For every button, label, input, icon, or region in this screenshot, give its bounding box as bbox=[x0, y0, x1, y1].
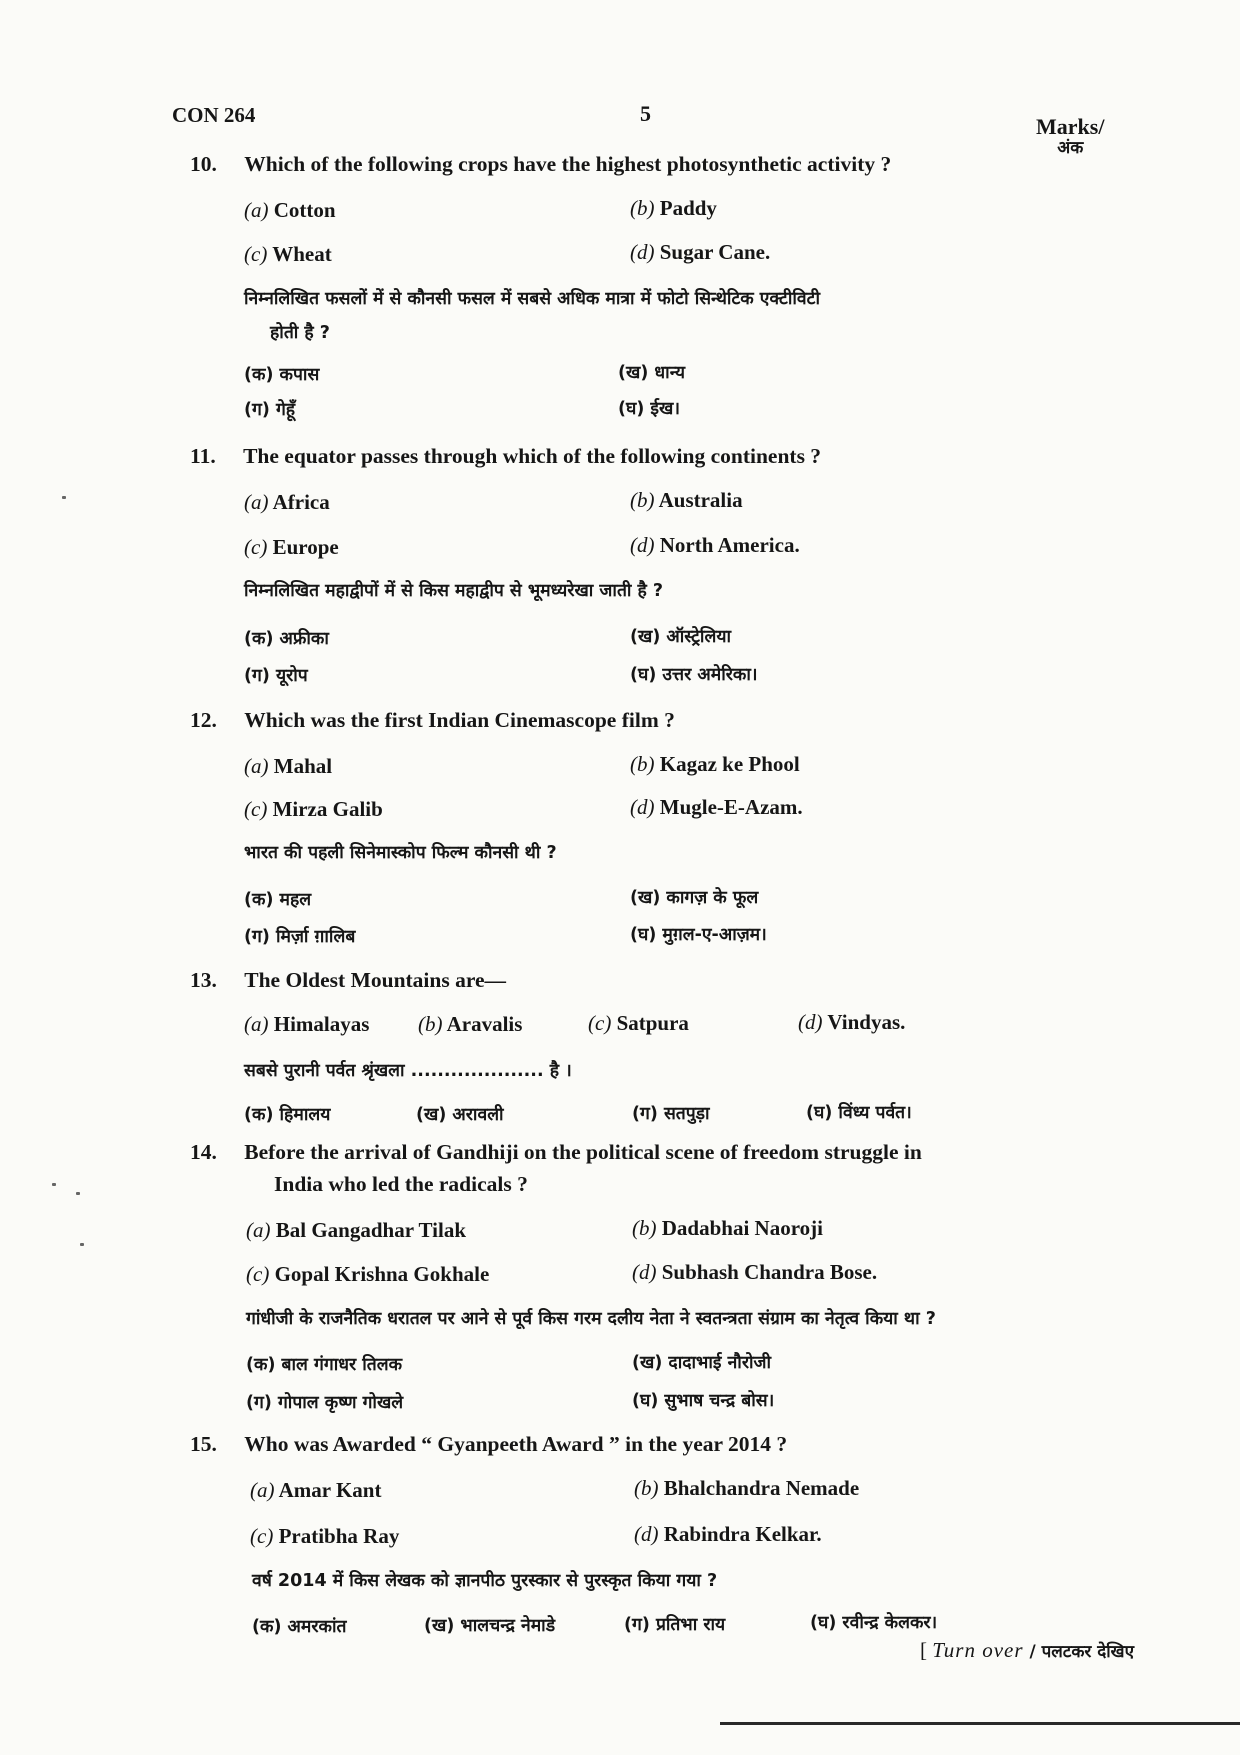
hindi-option-ga: (ग) गेहूँ bbox=[244, 400, 296, 420]
hindi-question-text: सबसे पुरानी पर्वत श्रृंखला .................... है । bbox=[244, 1061, 572, 1081]
hindi-option-ga: (ग) सतपुड़ा bbox=[632, 1104, 710, 1124]
marks-label-en: Marks/ bbox=[1036, 114, 1105, 139]
option-d: (d) Subhash Chandra Bose. bbox=[632, 1260, 878, 1284]
option-a: (a) Africa bbox=[244, 490, 330, 514]
option-d: (d) Vindyas. bbox=[798, 1010, 906, 1034]
question-12 bbox=[190, 708, 675, 733]
hindi-question-text-cont: होती है ? bbox=[270, 323, 330, 343]
hindi-option-kha: (ख) दादाभाई नौरोजी bbox=[632, 1353, 772, 1373]
question-11 bbox=[190, 444, 821, 469]
marks-label-hi: अंक bbox=[1057, 138, 1084, 159]
scan-speck bbox=[52, 1183, 56, 1186]
option-b: (b) Bhalchandra Nemade bbox=[634, 1476, 860, 1500]
question-15 bbox=[190, 1432, 787, 1457]
option-a: (a) Mahal bbox=[244, 754, 333, 778]
option-b: (b) Kagaz ke Phool bbox=[630, 752, 800, 776]
hindi-option-gha: (घ) उत्तर अमेरिका। bbox=[630, 665, 758, 685]
scan-speck bbox=[62, 496, 66, 499]
page-number: 5 bbox=[640, 101, 651, 126]
hindi-option-gha: (घ) मुग़ल-ए-आज़म। bbox=[630, 925, 767, 945]
hindi-question-text: भारत की पहली सिनेमास्कोप फिल्म कौनसी थी ? bbox=[244, 843, 557, 863]
hindi-option-gha: (घ) सुभाष चन्द्र बोस। bbox=[632, 1391, 775, 1411]
hindi-option-ka: (क) बाल गंगाधर तिलक bbox=[246, 1355, 403, 1375]
hindi-option-ka: (क) अफ्रीका bbox=[244, 629, 329, 649]
hindi-option-kha: (ख) भालचन्द्र नेमाडे bbox=[424, 1616, 556, 1636]
hindi-option-ga: (ग) प्रतिभा राय bbox=[624, 1615, 726, 1635]
question-text: Which of the following crops have the highest photosynthetic activity ? bbox=[244, 152, 892, 176]
option-d: (d) Rabindra Kelkar. bbox=[634, 1522, 822, 1546]
option-a: (a) Bal Gangadhar Tilak bbox=[246, 1218, 467, 1242]
option-c: (c) Satpura bbox=[588, 1011, 689, 1035]
hindi-option-ka: (क) हिमालय bbox=[244, 1105, 331, 1125]
hindi-option-ga: (ग) गोपाल कृष्ण गोखले bbox=[246, 1393, 404, 1413]
option-a: (a) Amar Kant bbox=[250, 1478, 382, 1502]
hindi-option-gha: (घ) विंध्य पर्वत। bbox=[806, 1103, 912, 1123]
hindi-question-text: वर्ष 2014 में किस लेखक को ज्ञानपीठ पुरस्कार से पुरस्कृत किया गया ? bbox=[252, 1571, 718, 1591]
hindi-question-text: निम्नलिखित फसलों में से कौनसी फसल में सबसे अधिक मात्रा में फोटो सिन्थेटिक एक्टीविटी bbox=[244, 289, 820, 309]
option-c: (c) Pratibha Ray bbox=[250, 1524, 400, 1548]
hindi-question-text: निम्नलिखित महाद्वीपों में से किस महाद्वीप से भूमध्यरेखा जाती है ? bbox=[244, 581, 664, 601]
scan-speck bbox=[80, 1243, 84, 1246]
option-c: (c) Mirza Galib bbox=[244, 797, 383, 821]
option-b: (b) Paddy bbox=[630, 196, 717, 220]
question-13 bbox=[190, 968, 506, 993]
hindi-option-gha: (घ) ईख। bbox=[618, 399, 680, 419]
paper-code: CON 264 bbox=[172, 103, 256, 127]
question-text: Who was Awarded “ Gyanpeeth Award ” in the year 2014 ? bbox=[244, 1432, 788, 1456]
question-number: 12. bbox=[190, 708, 217, 732]
question-text-cont: India who led the radicals ? bbox=[274, 1172, 528, 1196]
marks-heading bbox=[1036, 114, 1104, 159]
option-a: (a) Cotton bbox=[244, 198, 336, 222]
option-c: (c) Gopal Krishna Gokhale bbox=[246, 1262, 490, 1286]
hindi-option-ga: (ग) यूरोप bbox=[244, 666, 308, 686]
option-b: (b) Aravalis bbox=[418, 1012, 523, 1036]
option-b: (b) Dadabhai Naoroji bbox=[632, 1216, 823, 1240]
hindi-option-ka: (क) अमरकांत bbox=[252, 1617, 347, 1637]
option-a: (a) Himalayas bbox=[244, 1012, 370, 1036]
turn-over-note: [ Turn over / पलटकर देखिए bbox=[920, 1638, 1134, 1662]
question-number: 10. bbox=[190, 152, 217, 176]
hindi-option-kha: (ख) अरावली bbox=[416, 1105, 504, 1125]
option-c: (c) Wheat bbox=[244, 242, 332, 266]
hindi-option-kha: (ख) धान्य bbox=[618, 363, 686, 383]
hindi-question-text: गांधीजी के राजनैतिक धरातल पर आने से पूर्व किस गरम दलीय नेता ने स्वतन्त्रता संग्राम का नेतृत्व किया था ? bbox=[246, 1309, 936, 1329]
question-text: Which was the first Indian Cinemascope film ? bbox=[244, 708, 675, 732]
question-14 bbox=[190, 1140, 922, 1165]
option-c: (c) Europe bbox=[244, 535, 339, 559]
hindi-option-kha: (ख) ऑस्ट्रेलिया bbox=[630, 627, 732, 647]
option-d: (d) Mugle-E-Azam. bbox=[630, 795, 803, 819]
question-text: The equator passes through which of the following continents ? bbox=[243, 444, 822, 468]
question-number: 15. bbox=[190, 1432, 217, 1456]
question-text: The Oldest Mountains are— bbox=[244, 968, 507, 992]
question-number: 11. bbox=[190, 444, 216, 468]
hindi-option-ka: (क) कपास bbox=[244, 365, 320, 385]
scan-speck bbox=[76, 1192, 80, 1195]
hindi-option-kha: (ख) कागज़ के फूल bbox=[630, 888, 759, 908]
hindi-option-ka: (क) महल bbox=[244, 890, 312, 910]
question-10 bbox=[190, 152, 891, 177]
question-text: Before the arrival of Gandhiji on the political scene of freedom struggle in bbox=[244, 1140, 922, 1164]
question-number: 14. bbox=[190, 1140, 217, 1164]
hindi-option-ga: (ग) मिर्ज़ा ग़ालिब bbox=[244, 927, 356, 947]
option-b: (b) Australia bbox=[630, 488, 743, 512]
question-number: 13. bbox=[190, 968, 217, 992]
option-d: (d) North America. bbox=[630, 533, 800, 557]
option-d: (d) Sugar Cane. bbox=[630, 240, 771, 264]
page-edge-line bbox=[720, 1722, 1240, 1725]
hindi-option-gha: (घ) रवीन्द्र केलकर। bbox=[810, 1613, 938, 1633]
